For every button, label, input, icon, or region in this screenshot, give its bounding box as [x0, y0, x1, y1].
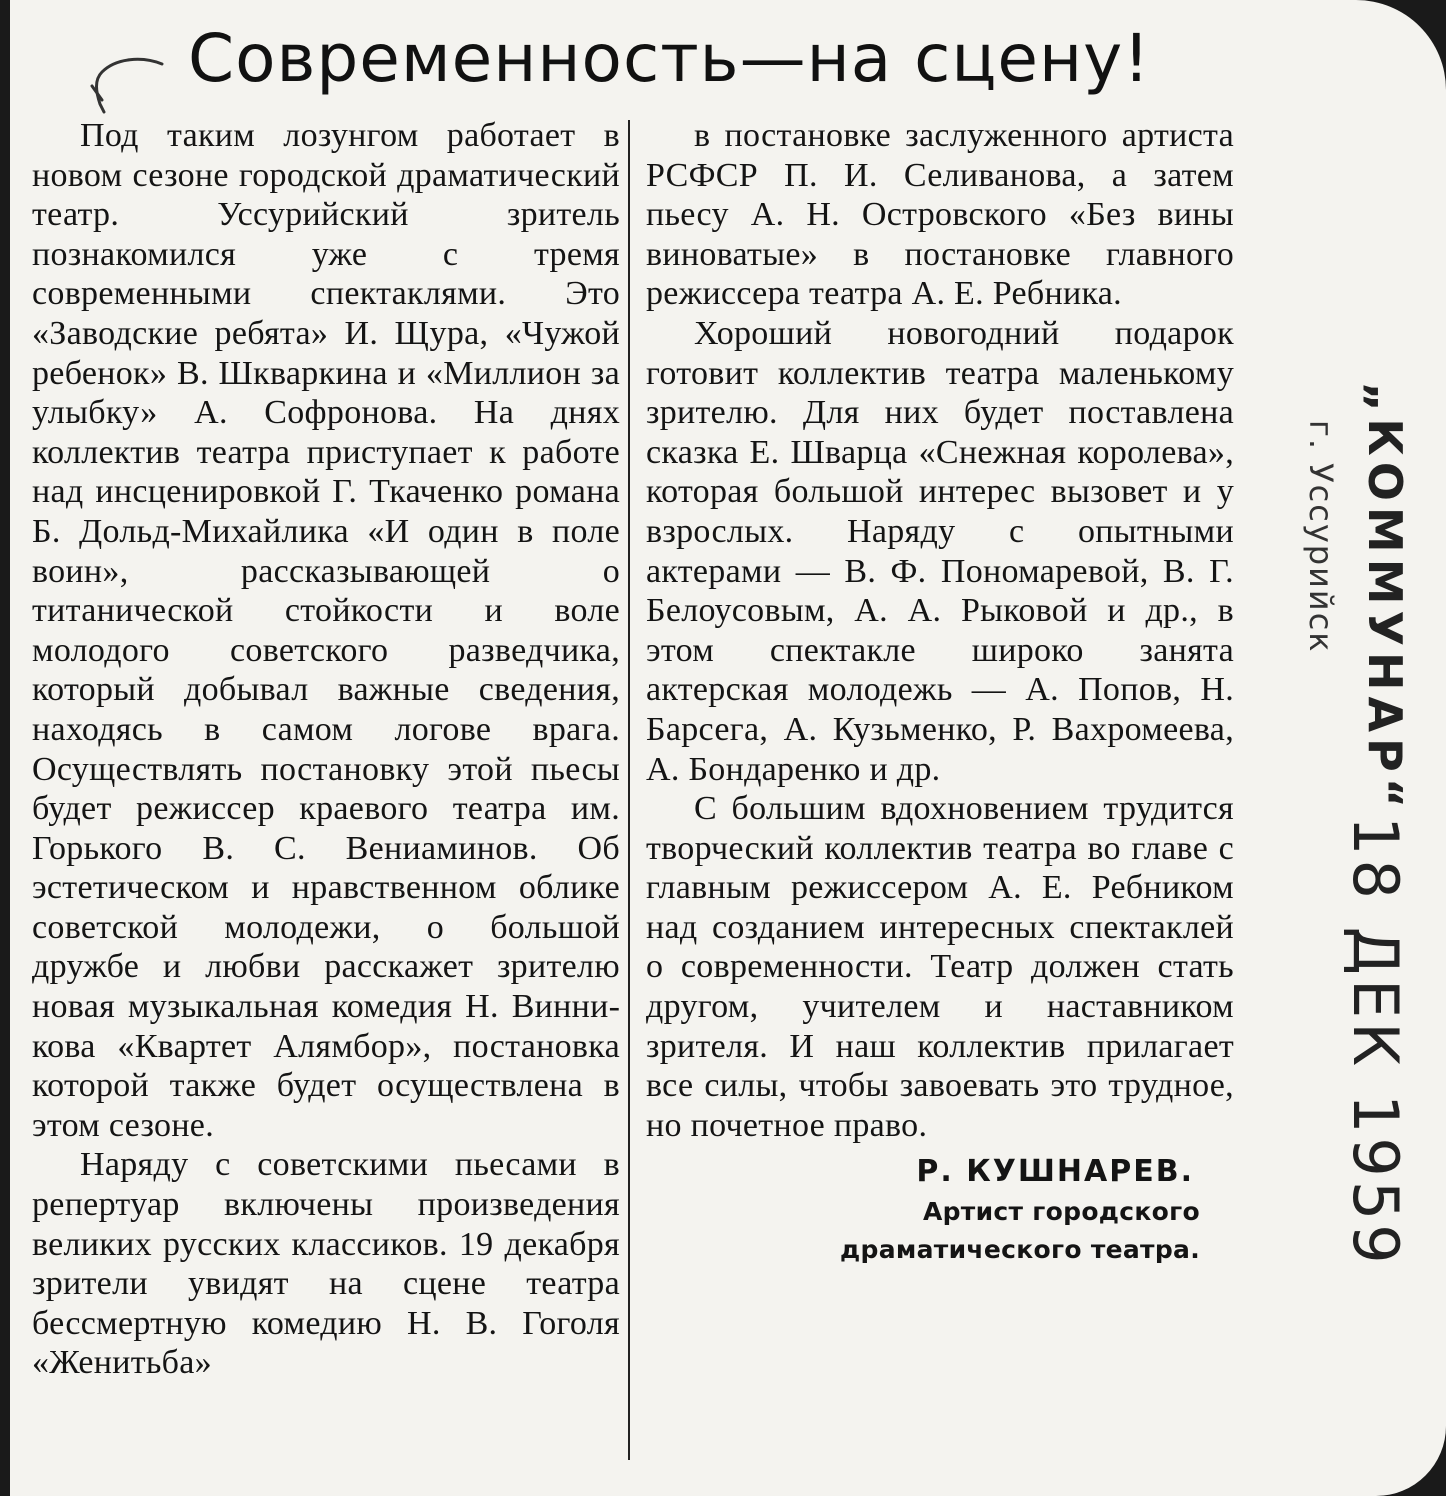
- newspaper-clipping: [10, 0, 1446, 1496]
- article-column-left: [32, 116, 620, 1383]
- article-column-right: [646, 116, 1234, 1269]
- paragraph: Хороший новогодний подарок готовит коллектив театра маленькому зрителю. Для них будет поставлена сказка Е. Шварца «Снежная королева», которая большой интерес вызовет и у взрослых. Наряду с опытными актерами — В. Ф. Пономаревой, В. Г. Белоусовым, А. А. Рыковой и др., в этом спектакле широко занята актерская молодежь — А. Попов, Н. Барсега, А. Кузьменко, Р. Вахромеева, А. Бондаренко и др.: [646, 314, 1234, 788]
- stamp-newspaper-name: „КОММУНАР“: [1358, 382, 1412, 814]
- author-role-line-2: драматического театра.: [840, 1235, 1200, 1265]
- pencil-mark-icon: [82, 52, 172, 122]
- author-name: Р. КУШНАРЕВ.: [916, 1154, 1194, 1190]
- column-divider: [628, 120, 630, 1460]
- stamp-date: 18 ДЕК 1959: [1339, 816, 1412, 1268]
- stamp-city: г. Уссурийск: [1302, 420, 1340, 654]
- paragraph: в постановке заслуженного артиста РСФСР П. И. Селиванова, а затем пьесу А. Н. Островского «Без вины виноватые» в постановке главного режиссера театра А. Е. Ребника.: [646, 117, 1234, 313]
- paragraph: Наряду с советскими пьесами в репертуар включены произведения великих русских классиков. 19 декабря зрители увидят на сцене театра бессмертную комедию Н. В. Гоголя «Женитьба»: [32, 1146, 620, 1382]
- article-headline: Современность—на сцену!: [188, 20, 1151, 97]
- paragraph: С большим вдохновением трудится творческий коллектив театра во главе с главным режиссером А. Е. Ребником над созданием интересных спектаклей о современности. Театр должен стать другом, учителем и наставником зрителя. И наш коллектив прилагает все силы, чтобы завоевать это трудное, но почетное право.: [646, 790, 1234, 1144]
- author-role-line-1: Артист городского: [922, 1197, 1200, 1227]
- paragraph: Под таким лозунгом работает в новом сезоне городской драматический театр. Уссурийский зритель познакомился уже с тремя современными спектаклями. Это «Заводские ребята» И. Щура, «Чужой ребенок» В. Шкваркина и «Миллион за улыбку» А. Софронова. На днях коллектив театра приступает к работе над инсценировкой Г. Ткаченко романа Б. Дольд-Михайлика «И один в поле воин», рассказывающей о титанической стойкости и воле молодого советского разведчика, который добывал важные сведения, находясь в самом логове врага. Осуществлять постановку этой пьесы будет режиссер краевого театра им. Горького В. С. Вениаминов. Об эстетическом и нравственном облике советской молодежи, о большой дружбе и любви расскажет зрителю новая музыкальная комедия Н. Винникова «Квартет Алямбор», постановка которой также будет осуществлена в этом сезоне.: [32, 117, 620, 1144]
